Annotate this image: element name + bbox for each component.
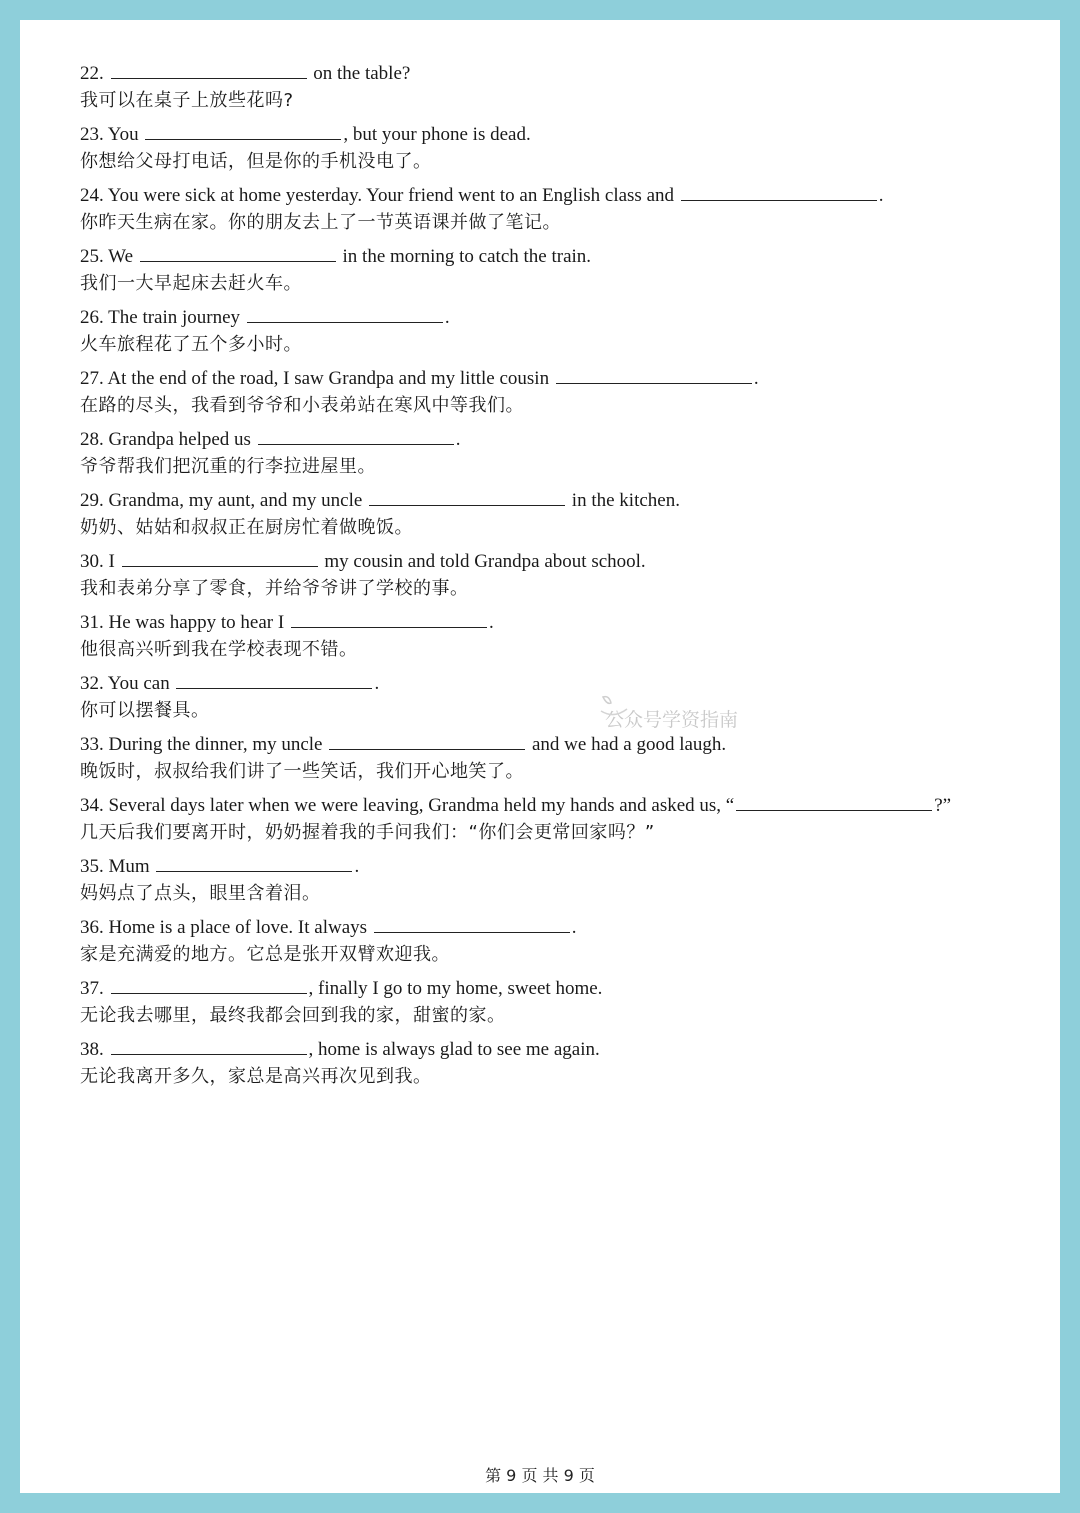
- sentence-suffix: in the morning to catch the train.: [337, 246, 592, 267]
- exercise-item: [80, 914, 1040, 975]
- sentence-prefix: 36. Home is a place of love. It always: [80, 917, 372, 938]
- sentence-prefix: 27. At the end of the road, I saw Grandpa and my little cousin: [80, 368, 554, 389]
- sentence-prefix: 26. The train journey: [80, 307, 245, 328]
- page-footer: 第 9 页 共 9 页: [485, 1466, 595, 1485]
- answer-blank[interactable]: [111, 60, 307, 79]
- exercise-item: [80, 487, 1040, 548]
- answer-blank[interactable]: [122, 548, 318, 567]
- sentence-prefix: 35. Mum: [80, 856, 155, 877]
- english-sentence: [80, 548, 1040, 575]
- answer-blank[interactable]: [156, 853, 352, 872]
- sentence-suffix: .: [444, 307, 450, 328]
- english-sentence: [80, 365, 1040, 392]
- sentence-suffix: .: [455, 429, 461, 450]
- sentence-suffix: .: [571, 917, 577, 938]
- sentence-suffix: .: [374, 673, 380, 694]
- answer-blank[interactable]: [681, 182, 877, 201]
- exercise-item: [80, 1036, 1040, 1097]
- exercise-item: [80, 365, 1040, 426]
- exercise-item: [80, 182, 1040, 243]
- chinese-translation: 几天后我们要离开时，奶奶握着我的手问我们：“你们会更常回家吗？”: [80, 822, 655, 843]
- english-sentence: [80, 731, 1040, 758]
- exercise-item: [80, 243, 1040, 304]
- exercise-item: [80, 792, 1040, 853]
- chinese-translation: 火车旅程花了五个多小时。: [80, 334, 302, 355]
- exercise-list: [80, 60, 1040, 1097]
- answer-blank[interactable]: [247, 304, 443, 323]
- answer-blank[interactable]: [736, 792, 932, 811]
- sentence-prefix: 33. During the dinner, my uncle: [80, 734, 328, 755]
- chinese-translation: 无论我去哪里，最终我都会回到我的家，甜蜜的家。: [80, 1005, 506, 1026]
- english-sentence: [80, 426, 1040, 453]
- sentence-prefix: 30. I: [80, 551, 120, 572]
- english-sentence: [80, 1036, 1040, 1063]
- sentence-prefix: 38.: [80, 1039, 109, 1060]
- chinese-translation: 他很高兴听到我在学校表现不错。: [80, 639, 358, 660]
- exercise-item: [80, 853, 1040, 914]
- english-sentence: [80, 609, 1040, 636]
- answer-blank[interactable]: [145, 121, 341, 140]
- english-sentence: [80, 792, 1040, 819]
- answer-blank[interactable]: [291, 609, 487, 628]
- sentence-prefix: 31. He was happy to hear I: [80, 612, 289, 633]
- chinese-translation: 我可以在桌子上放些花吗?: [80, 90, 294, 111]
- english-sentence: [80, 243, 1040, 270]
- english-sentence: [80, 121, 1040, 148]
- exercise-item: [80, 670, 1040, 731]
- answer-blank[interactable]: [329, 731, 525, 750]
- sentence-suffix: .: [354, 856, 360, 877]
- chinese-translation: 奶奶、姑姑和叔叔正在厨房忙着做晚饭。: [80, 517, 413, 538]
- sentence-suffix: , home is always glad to see me again.: [308, 1039, 600, 1060]
- english-sentence: [80, 853, 1040, 880]
- chinese-translation: 家是充满爱的地方。它总是张开双臂欢迎我。: [80, 944, 450, 965]
- worksheet-page: [20, 20, 1060, 1493]
- chinese-translation: 无论我离开多久，家总是高兴再次见到我。: [80, 1066, 432, 1087]
- watermark-leaf-icon: [599, 693, 629, 717]
- sentence-prefix: 29. Grandma, my aunt, and my uncle: [80, 490, 368, 511]
- chinese-translation: 爷爷帮我们把沉重的行李拉进屋里。: [80, 456, 376, 477]
- chinese-translation: 我们一大早起床去赶火车。: [80, 273, 302, 294]
- answer-blank[interactable]: [556, 365, 752, 384]
- exercise-item: [80, 548, 1040, 609]
- exercise-item: [80, 609, 1040, 670]
- sentence-suffix: ?”: [934, 795, 952, 816]
- chinese-translation: 你想给父母打电话，但是你的手机没电了。: [80, 151, 432, 172]
- sentence-prefix: 34. Several days later when we were leaving, Grandma held my hands and asked us, “: [80, 795, 735, 816]
- sentence-suffix: in the kitchen.: [567, 490, 680, 511]
- english-sentence: [80, 487, 1040, 514]
- english-sentence: [80, 304, 1040, 331]
- sentence-prefix: 25. We: [80, 246, 138, 267]
- sentence-suffix: and we had a good laugh.: [527, 734, 727, 755]
- english-sentence: [80, 975, 1040, 1002]
- english-sentence: [80, 182, 1040, 209]
- english-sentence: [80, 670, 1040, 697]
- answer-blank[interactable]: [258, 426, 454, 445]
- exercise-item: [80, 60, 1040, 121]
- exercise-item: [80, 731, 1040, 792]
- chinese-translation: 你可以摆餐具。: [80, 700, 210, 721]
- chinese-translation: 在路的尽头，我看到爷爷和小表弟站在寒风中等我们。: [80, 395, 524, 416]
- chinese-translation: 我和表弟分享了零食，并给爷爷讲了学校的事。: [80, 578, 469, 599]
- english-sentence: [80, 914, 1040, 941]
- watermark: [605, 705, 738, 732]
- exercise-item: [80, 426, 1040, 487]
- sentence-prefix: 24. You were sick at home yesterday. Your friend went to an English class and: [80, 185, 679, 206]
- sentence-suffix: , finally I go to my home, sweet home.: [308, 978, 603, 999]
- sentence-prefix: 23. You: [80, 124, 144, 145]
- sentence-prefix: 28. Grandpa helped us: [80, 429, 256, 450]
- sentence-suffix: , but your phone is dead.: [343, 124, 531, 145]
- sentence-prefix: 37.: [80, 978, 109, 999]
- watermark-text: 公众号学资指南: [605, 709, 739, 731]
- chinese-translation: 你昨天生病在家。你的朋友去上了一节英语课并做了笔记。: [80, 212, 561, 233]
- sentence-prefix: 22.: [80, 63, 109, 84]
- sentence-suffix: .: [878, 185, 884, 206]
- answer-blank[interactable]: [374, 914, 570, 933]
- answer-blank[interactable]: [140, 243, 336, 262]
- exercise-item: [80, 975, 1040, 1036]
- sentence-suffix: .: [488, 612, 494, 633]
- english-sentence: [80, 60, 1040, 87]
- answer-blank[interactable]: [176, 670, 372, 689]
- sentence-suffix: my cousin and told Grandpa about school.: [319, 551, 646, 572]
- chinese-translation: 妈妈点了点头，眼里含着泪。: [80, 883, 321, 904]
- sentence-prefix: 32. You can: [80, 673, 175, 694]
- answer-blank[interactable]: [369, 487, 565, 506]
- sentence-suffix: on the table?: [308, 63, 411, 84]
- sentence-suffix: .: [753, 368, 759, 389]
- exercise-item: [80, 304, 1040, 365]
- answer-blank[interactable]: [111, 1036, 307, 1055]
- chinese-translation: 晚饭时，叔叔给我们讲了一些笑话，我们开心地笑了。: [80, 761, 524, 782]
- answer-blank[interactable]: [111, 975, 307, 994]
- exercise-item: [80, 121, 1040, 182]
